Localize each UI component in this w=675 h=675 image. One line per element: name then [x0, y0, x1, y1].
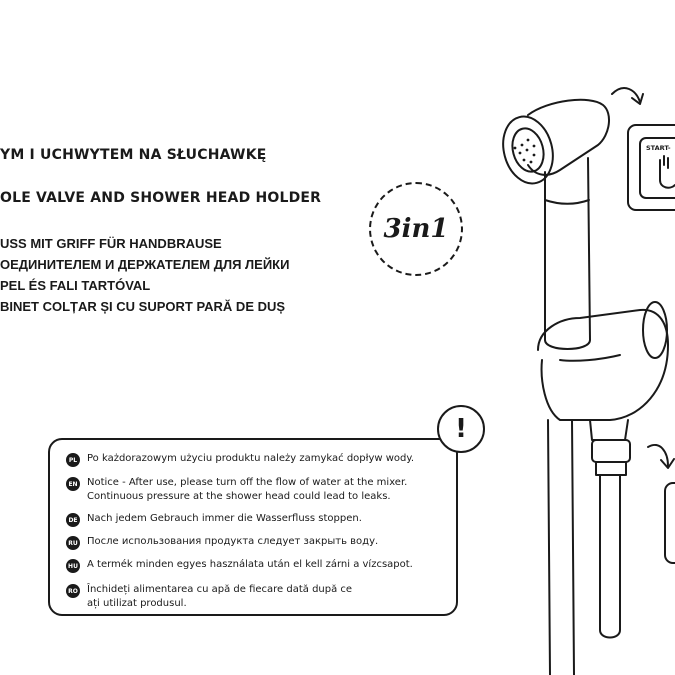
notice-line: Închideți alimentarea cu apă de fiecare dată după ce: [87, 584, 353, 595]
lang-dot-pl: PL: [66, 453, 80, 467]
notice-line: Continuous pressure at the shower head could lead to leaks.: [87, 491, 391, 502]
lang-line-ru: ОЕДИНИТЕЛЕМ И ДЕРЖАТЕЛЕМ ДЛЯ ЛЕЙКИ: [0, 257, 290, 272]
heading-polish: YM I UCHWYTEM NA SŁUCHAWKĘ: [0, 147, 267, 163]
lang-dot-de: DE: [66, 513, 80, 527]
notice-row-ro: [66, 583, 352, 611]
notice-line: Po każdorazowym użyciu produktu należy zamykać dopływ wody.: [87, 453, 415, 464]
bidet-shower-illustration: [470, 60, 675, 675]
lang-dot-en: EN: [66, 477, 80, 491]
hand-icon: [660, 156, 675, 188]
notice-row-hu: [66, 558, 413, 573]
notice-line: Notice - After use, please turn off the flow of water at the mixer.: [87, 477, 408, 488]
exclamation-icon: !: [437, 405, 485, 453]
lang-line-hu: PEL ÉS FALI TARTÓVAL: [0, 278, 151, 293]
notice-line: ați utilizat produsul.: [87, 598, 187, 609]
lang-line-ro: BINET COLȚAR ȘI CU SUPORT PARĂ DE DUȘ: [0, 299, 286, 314]
hose-lines: [548, 420, 620, 675]
lang-dot-ro: RO: [66, 584, 80, 598]
notice-text-en: [87, 476, 407, 504]
heading-english: OLE VALVE AND SHOWER HEAD HOLDER: [0, 190, 322, 206]
notice-row-pl: [66, 452, 414, 467]
notice-line: Nach jedem Gebrauch immer die Wasserfluss stoppen.: [87, 513, 362, 524]
valve-holder: [538, 302, 668, 475]
notice-row-ru: [66, 535, 378, 550]
start-label: START-: [646, 144, 671, 152]
three-in-one-badge: [369, 182, 463, 276]
notice-text-ru: [87, 535, 378, 549]
notice-line: После использования продукта следует закрыть воду.: [87, 536, 379, 547]
lang-line-de: USS MIT GRIFF FÜR HANDBRAUSE: [0, 236, 222, 251]
notice-text-pl: [87, 452, 414, 466]
notice-line: A termék minden egyes használata után el kell zárni a vízcsapot.: [87, 559, 413, 570]
lang-dot-ru: RU: [66, 536, 80, 550]
notice-text-ro: [87, 583, 352, 611]
lang-dot-hu: HU: [66, 559, 80, 573]
arrow-down-icon: [648, 445, 668, 466]
shower-head-icon: [496, 100, 609, 189]
notice-row-en: [66, 476, 407, 504]
lower-inset-frame: [665, 483, 675, 563]
notice-row-de: [66, 512, 362, 527]
notice-text-hu: [87, 558, 413, 572]
badge-text: 3in1: [383, 214, 449, 244]
notice-text-de: [87, 512, 362, 526]
